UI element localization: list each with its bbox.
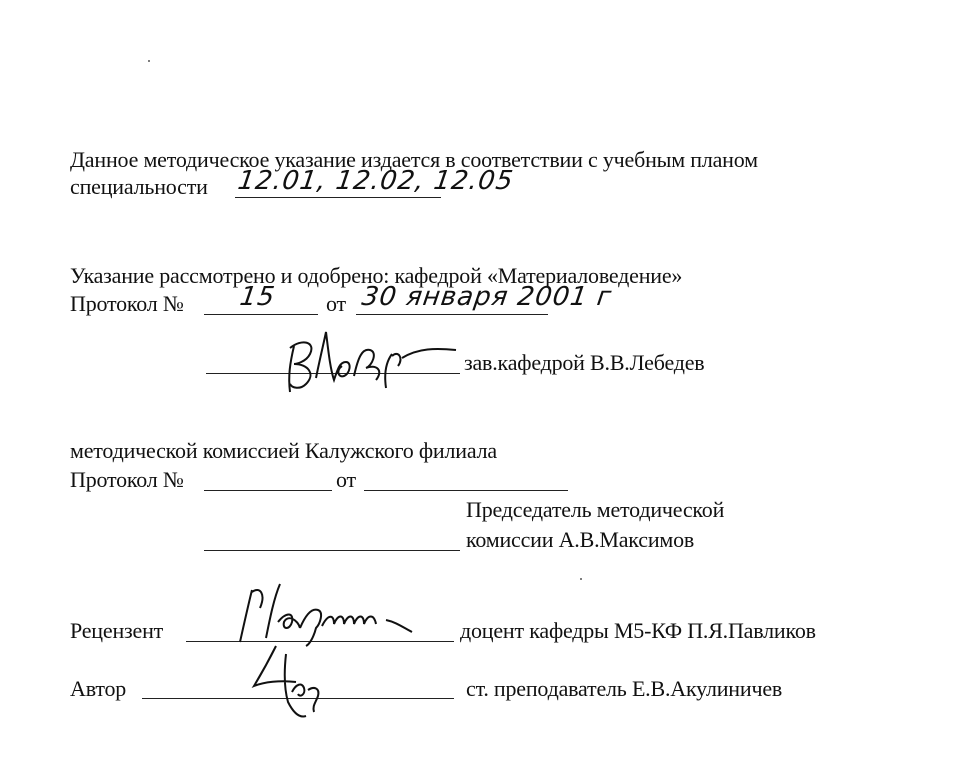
head-signature [280,318,460,398]
department-protocol-label: Протокол № [70,291,184,316]
scan-speck [580,578,582,580]
author-label: Автор [70,676,127,701]
commission-date-underline [364,490,568,491]
department-date-underline [356,314,548,315]
commission-protocol-label: Протокол № [70,467,184,492]
scan-speck [148,60,150,62]
reviewer-title: доцент кафедры М5-КФ П.Я.Павликов [460,618,816,643]
commission-date-label: от [336,467,356,492]
department-approval-line: Указание рассмотрено и одобрено: кафедрой «Материаловедение» [70,263,683,288]
specialty-label: специальности [70,174,208,199]
department-date: 30 января 2001 г [359,282,614,312]
author-title: ст. преподаватель Е.В.Акулиничев [466,676,783,701]
reviewer-label: Рецензент [70,618,164,643]
author-signature [240,632,350,722]
department-date-label: от [326,291,346,316]
commission-approval-line: методической комиссией Калужского филиала [70,438,497,463]
commission-chair-line-2: комиссии А.В.Максимов [466,527,695,552]
commission-chair-line-1: Председатель методической [466,497,725,522]
department-protocol-number-underline [204,314,318,315]
commission-protocol-number-underline [204,490,332,491]
head-title: зав.кафедрой В.В.Лебедев [464,350,705,375]
department-protocol-number: 15 [237,282,278,312]
specialty-underline [235,197,441,198]
intro-line-1: Данное методическое указание издается в соответствии с учебным планом [70,147,758,172]
specialty-numbers: 12.01, 12.02, 12.05 [235,166,516,196]
commission-chair-signature-underline [204,550,460,551]
